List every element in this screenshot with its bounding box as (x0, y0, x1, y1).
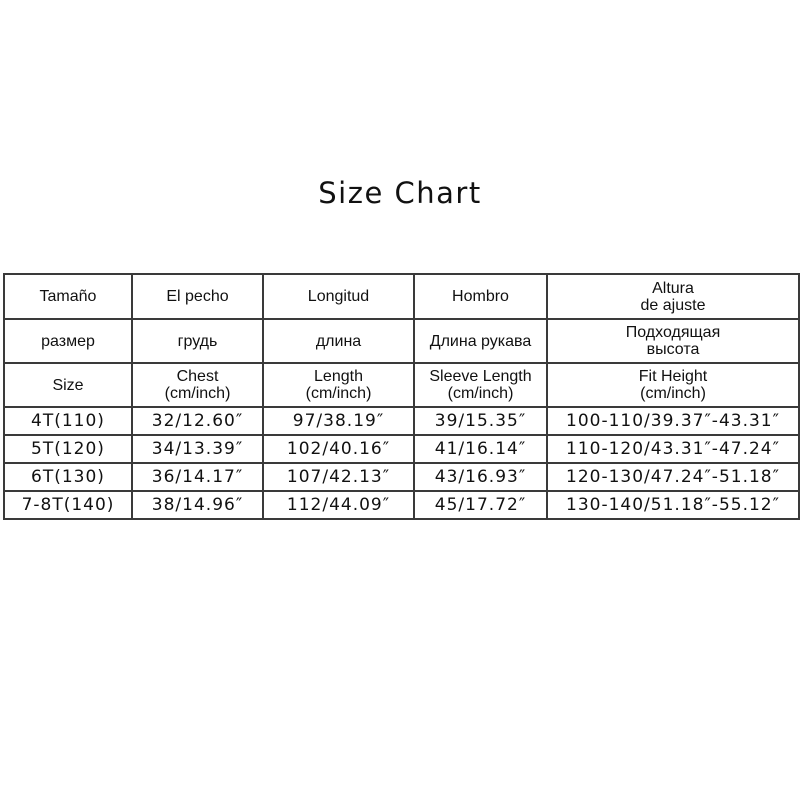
header-cell: Tamaño (4, 274, 132, 319)
header-cell: Подходящая высота (547, 319, 799, 363)
table-cell: 97/38.19″ (263, 407, 414, 435)
header-cell: размер (4, 319, 132, 363)
table-cell: 4T(110) (4, 407, 132, 435)
header-cell: длина (263, 319, 414, 363)
page-title: Size Chart (318, 176, 482, 210)
table-cell: 34/13.39″ (132, 435, 263, 463)
table-cell: 107/42.13″ (263, 463, 414, 491)
table-cell: 102/40.16″ (263, 435, 414, 463)
header-cell: Hombro (414, 274, 547, 319)
table-row (4, 491, 799, 519)
table-cell: 45/17.72″ (414, 491, 547, 519)
table-cell: 7-8T(140) (4, 491, 132, 519)
header-row-spanish (4, 274, 799, 319)
table-row (4, 463, 799, 491)
table-cell: 120-130/47.24″-51.18″ (547, 463, 799, 491)
table-cell: 6T(130) (4, 463, 132, 491)
table-cell: 36/14.17″ (132, 463, 263, 491)
header-row-english (4, 363, 799, 407)
size-chart-table (3, 273, 800, 520)
header-row-russian (4, 319, 799, 363)
table-row (4, 407, 799, 435)
header-cell: Chest (cm/inch) (132, 363, 263, 407)
table-cell: 100-110/39.37″-43.31″ (547, 407, 799, 435)
header-cell: грудь (132, 319, 263, 363)
table-cell: 110-120/43.31″-47.24″ (547, 435, 799, 463)
table-cell: 41/16.14″ (414, 435, 547, 463)
header-cell: El pecho (132, 274, 263, 319)
header-cell: Sleeve Length (cm/inch) (414, 363, 547, 407)
table-cell: 38/14.96″ (132, 491, 263, 519)
header-cell: Length (cm/inch) (263, 363, 414, 407)
table-cell: 32/12.60″ (132, 407, 263, 435)
header-cell: Longitud (263, 274, 414, 319)
table-cell: 5T(120) (4, 435, 132, 463)
table-cell: 112/44.09″ (263, 491, 414, 519)
header-cell: Size (4, 363, 132, 407)
header-cell: Длина рукава (414, 319, 547, 363)
table-cell: 130-140/51.18″-55.12″ (547, 491, 799, 519)
header-cell: Fit Height (cm/inch) (547, 363, 799, 407)
header-cell: Altura de ajuste (547, 274, 799, 319)
table-cell: 43/16.93″ (414, 463, 547, 491)
table-cell: 39/15.35″ (414, 407, 547, 435)
table-row (4, 435, 799, 463)
